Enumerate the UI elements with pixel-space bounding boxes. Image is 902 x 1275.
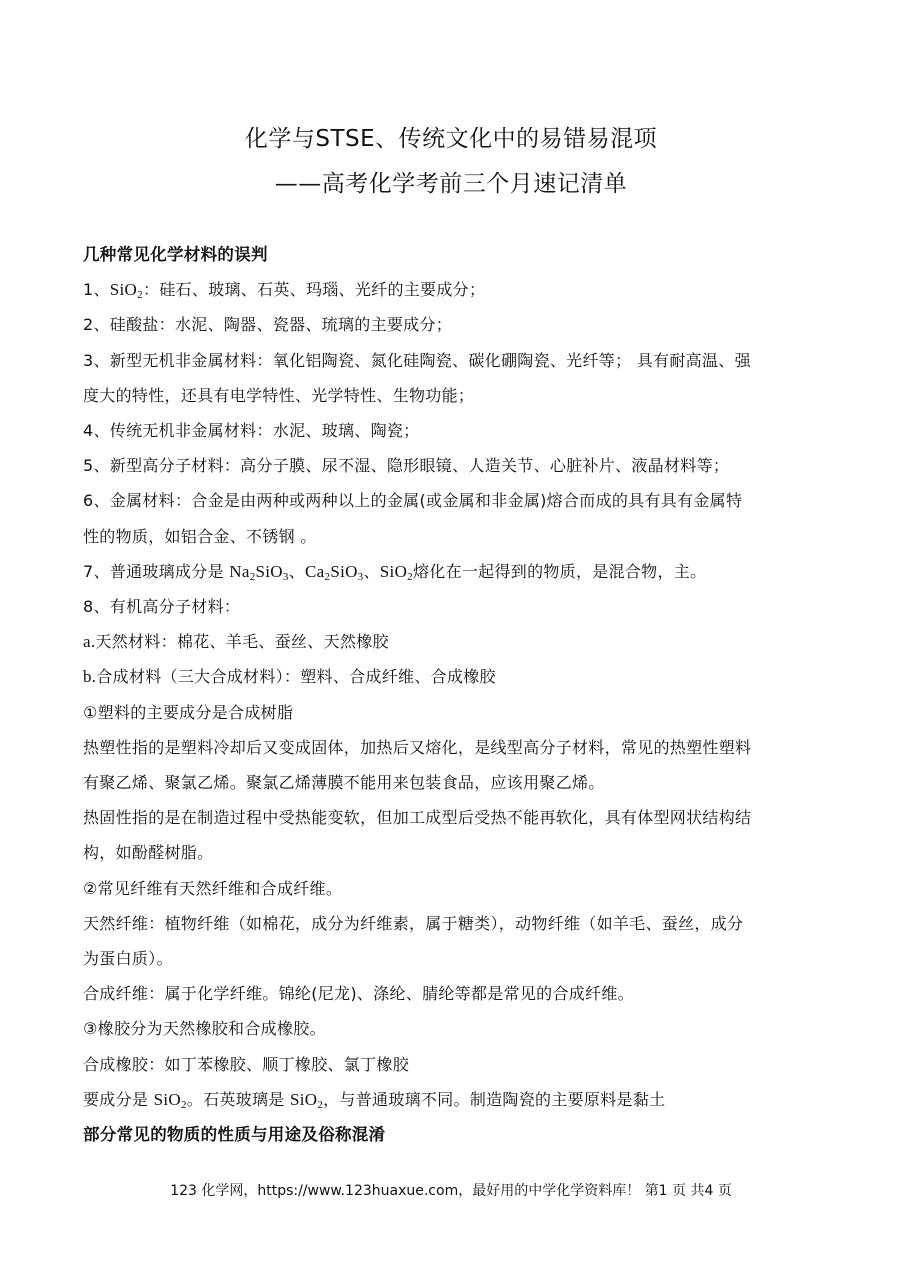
glass-composition: 要成分是 SiO$_2$。石英玻璃是 SiO$_2$，与普通玻璃不同。制造陶瓷的主要原料是黏土 xyxy=(83,1089,666,1111)
formula-sio2: SiO$_2$ xyxy=(109,280,143,302)
document-title: 化学与STSE、传统文化中的易错易混项 xyxy=(244,126,658,152)
formula-sio2: SiO$_2$ xyxy=(379,561,413,583)
item-6-line2: 性的物质，如铝合金、不锈钢 。 xyxy=(83,526,317,546)
section-heading-properties: 部分常见的物质的性质与用途及俗称混淆 xyxy=(83,1125,386,1145)
natural-fiber-line2: 为蛋白质）。 xyxy=(83,949,173,969)
formula-sio2: SiO$_2$ xyxy=(153,1089,187,1111)
item-8a: a.天然材料：棉花、羊毛、蚕丝、天然橡胶 xyxy=(83,632,389,652)
item-5: 5、新型高分子材料：高分子膜、尿不湿、隐形眼镜、人造关节、心脏补片、液晶材料等； xyxy=(83,456,730,476)
item-6-line1: 6、金属材料：合金是由两种或两种以上的金属(或金属和非金属)熔合而成的具有具有金属特 xyxy=(83,491,743,511)
item-8: 8、有机高分子材料： xyxy=(83,597,241,617)
item-7: 7、普通玻璃成分是 $Na_2SiO_3$、$Ca_2SiO_3$、SiO$_2$熔化在一起得到的物质，是混合物，主。 xyxy=(83,561,707,583)
subpoint-rubber: ③橡胶分为天然橡胶和合成橡胶。 xyxy=(83,1019,326,1039)
item-number: 1、 xyxy=(83,280,110,300)
subpoint-fibers: ②常见纤维有天然纤维和合成纤维。 xyxy=(83,878,343,898)
item-8b: b.合成材料（三大合成材料）：塑料、合成纤维、合成橡胶 xyxy=(83,667,496,687)
formula-ca2sio3: $Ca_2SiO_3$ xyxy=(305,561,364,583)
section-heading-materials: 几种常见化学材料的误判 xyxy=(83,245,268,264)
item-1 xyxy=(83,272,823,307)
synthetic-fiber: 合成纤维：属于化学纤维。锦纶(尼龙)、涤纶、腈纶等都是常见的合成纤维。 xyxy=(83,984,634,1004)
item-text: ：硅石、玻璃、石英、玛瑙、光纤的主要成分； xyxy=(142,280,486,300)
natural-fiber-line1: 天然纤维：植物纤维（如棉花，成分为纤维素，属于糖类），动物纤维（如羊毛、蚕丝，成分 xyxy=(83,913,744,933)
thermoset-line1: 热固性指的是在制造过程中受热能变软，但加工成型后受热不能再软化，具有体型网状结构结 xyxy=(83,808,752,828)
document-body xyxy=(83,237,823,1152)
item-3-line1: 3、新型无机非金属材料：氧化铝陶瓷、氮化硅陶瓷、碳化硼陶瓷、光纤等； 具有耐高温、强 xyxy=(83,350,751,370)
formula-sio2: SiO$_2$ xyxy=(289,1089,324,1111)
page-footer: 123 化学网，https://www.123huaxue.com，最好用的中学化学资料库！ 第1 页 共4 页 xyxy=(170,1183,732,1199)
subpoint-plastics: ①塑料的主要成分是合成树脂 xyxy=(83,702,294,722)
formula-na2sio3: $Na_2SiO_3$ xyxy=(229,561,289,583)
thermoplastic-line1: 热塑性指的是塑料冷却后又变成固体，加热后又熔化，是线型高分子材料，常见的热塑性塑料 xyxy=(83,737,752,757)
thermoplastic-line2: 有聚乙烯、聚氯乙烯。聚氯乙烯薄膜不能用来包装食品，应该用聚乙烯。 xyxy=(83,773,605,793)
synthetic-rubber: 合成橡胶：如丁苯橡胶、顺丁橡胶、氯丁橡胶 xyxy=(83,1054,410,1074)
item-3-line2: 度大的特性，还具有电学特性、光学特性、生物功能； xyxy=(83,385,475,405)
item-2: 2、硅酸盐：水泥、陶器、瓷器、琉璃的主要成分； xyxy=(83,315,453,335)
item-4: 4、传统无机非金属材料：水泥、玻璃、陶瓷； xyxy=(83,421,420,441)
thermoset-line2: 构，如酚醛树脂。 xyxy=(83,843,214,863)
document-subtitle: ——高考化学考前三个月速记清单 xyxy=(274,171,628,197)
